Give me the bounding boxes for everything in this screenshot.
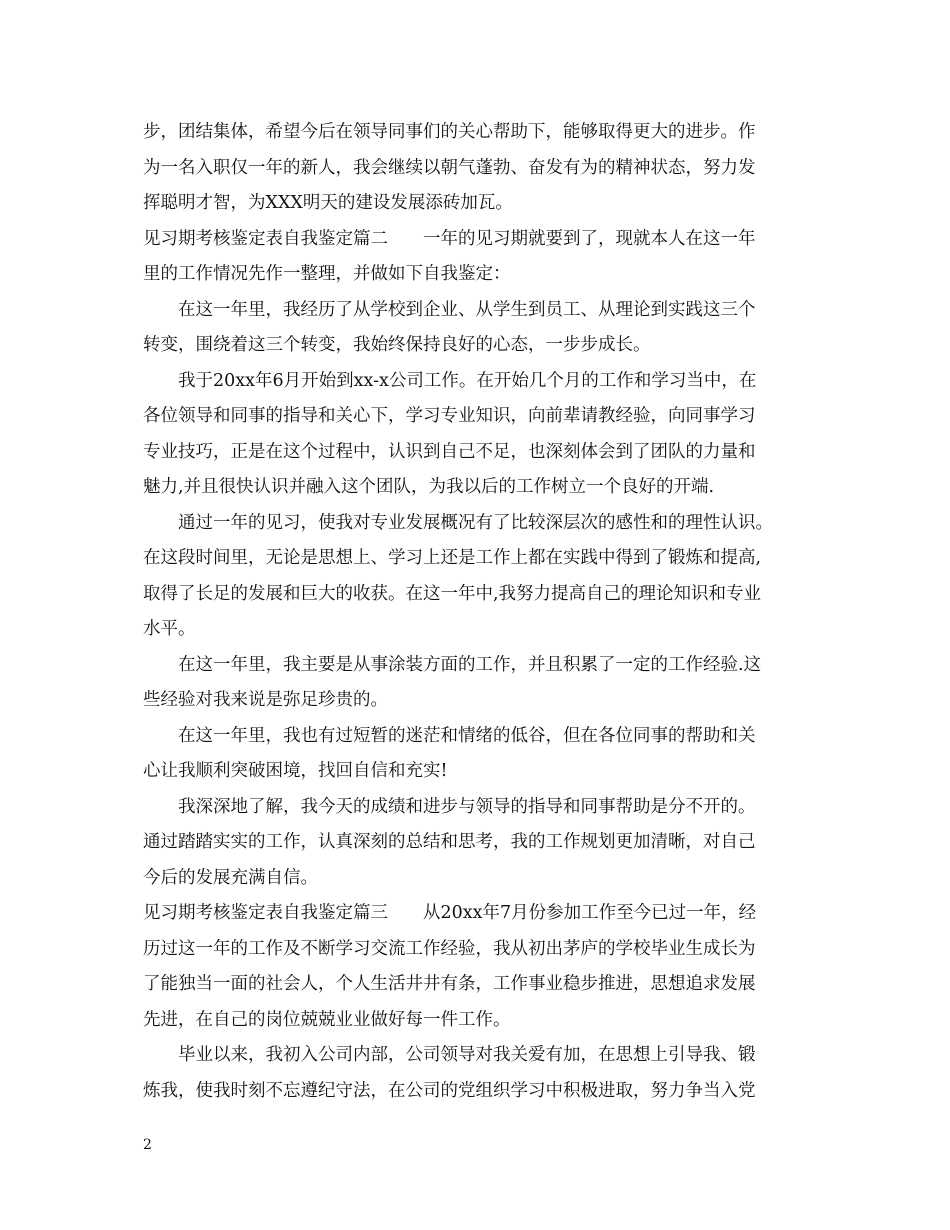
section-heading-line: 见习期考核鉴定表自我鉴定篇二 一年的见习期就要到了，现就本人在这一年 [143, 228, 756, 249]
text-line: 炼我，使我时刻不忘遵纪守法，在公司的党组织学习中积极进取，努力争当入党 [143, 1080, 756, 1101]
text-line: 在这段时间里，无论是思想上、学习上还是工作上都在实践中得到了锻炼和提高, [143, 548, 762, 568]
page-number: 2 [143, 1137, 152, 1153]
text-line: 为一名入职仅一年的新人，我会继续以朝气蓬勃、奋发有为的精神状态，努力发 [143, 157, 756, 178]
paragraph-start-line: 我深深地了解，我今天的成绩和进步与领导的指导和同事帮助是分不开的。 [178, 796, 756, 817]
paragraph-start-line: 毕业以来，我初入公司内部，公司领导对我关爱有加，在思想上引导我、锻 [178, 1045, 756, 1065]
text-line: 今后的发展充满自信。 [143, 867, 318, 888]
text-line: 些经验对我来说是弥足珍贵的。 [143, 690, 388, 710]
paragraph-start-line: 在这一年里，我主要是从事涂装方面的工作，并且积累了一定的工作经验.这 [178, 654, 762, 675]
text-line: 挥聪明才智，为XXX明天的建设发展添砖加瓦。 [143, 193, 513, 213]
text-line: 专业技巧，正是在这个过程中，认识到自己不足，也深刻体会到了团队的力量和 [143, 441, 756, 462]
text-line: 取得了长足的发展和巨大的收获。在这一年中,我努力提高自己的理论知识和专业 [143, 583, 762, 604]
text-line: 了能独当一面的社会人，个人生活井井有条，工作事业稳步推进，思想追求发展 [143, 974, 756, 994]
text-line: 心让我顺利突破困境，找回自信和充实! [143, 761, 448, 781]
text-line: 先进，在自己的岗位兢兢业业做好每一件工作。 [143, 1009, 511, 1030]
text-line: 转变，围绕着这三个转变，我始终保持良好的心态，一步步成长。 [143, 335, 651, 355]
paragraph-start-line: 我于20xx年6月开始到xx-x公司工作。在开始几个月的工作和学习当中，在 [178, 370, 757, 391]
paragraph-start-line: 在这一年里，我经历了从学校到企业、从学生到员工、从理论到实践这三个 [178, 299, 756, 320]
body-text [143, 115, 813, 1109]
text-line: 里的工作情况先作一整理，并做如下自我鉴定： [143, 264, 511, 284]
paragraph-start-line: 通过一年的见习，使我对专业发展概况有了比较深层次的感性和的理性认识。 [178, 512, 773, 533]
text-line: 水平。 [143, 619, 196, 639]
paragraph-start-line: 在这一年里，我也有过短暂的迷茫和情绪的低谷，但在各位同事的帮助和关 [178, 725, 756, 746]
text-line: 各位领导和同事的指导和关心下，学习专业知识，向前辈请教经验，向同事学习 [143, 406, 756, 426]
text-line: 步，团结集体，希望今后在领导同事们的关心帮助下，能够取得更大的进步。作 [143, 122, 756, 142]
section-heading-line: 见习期考核鉴定表自我鉴定篇三 从20xx年7月份参加工作至今已过一年，经 [143, 903, 757, 923]
text-line: 通过踏踏实实的工作，认真深刻的总结和思考，我的工作规划更加清晰，对自己 [143, 832, 756, 852]
text-line: 魅力,并且很快认识并融入这个团队，为我以后的工作树立一个良好的开端. [143, 477, 715, 497]
text-line: 历过这一年的工作及不断学习交流工作经验，我从初出茅庐的学校毕业生成长为 [143, 938, 756, 959]
